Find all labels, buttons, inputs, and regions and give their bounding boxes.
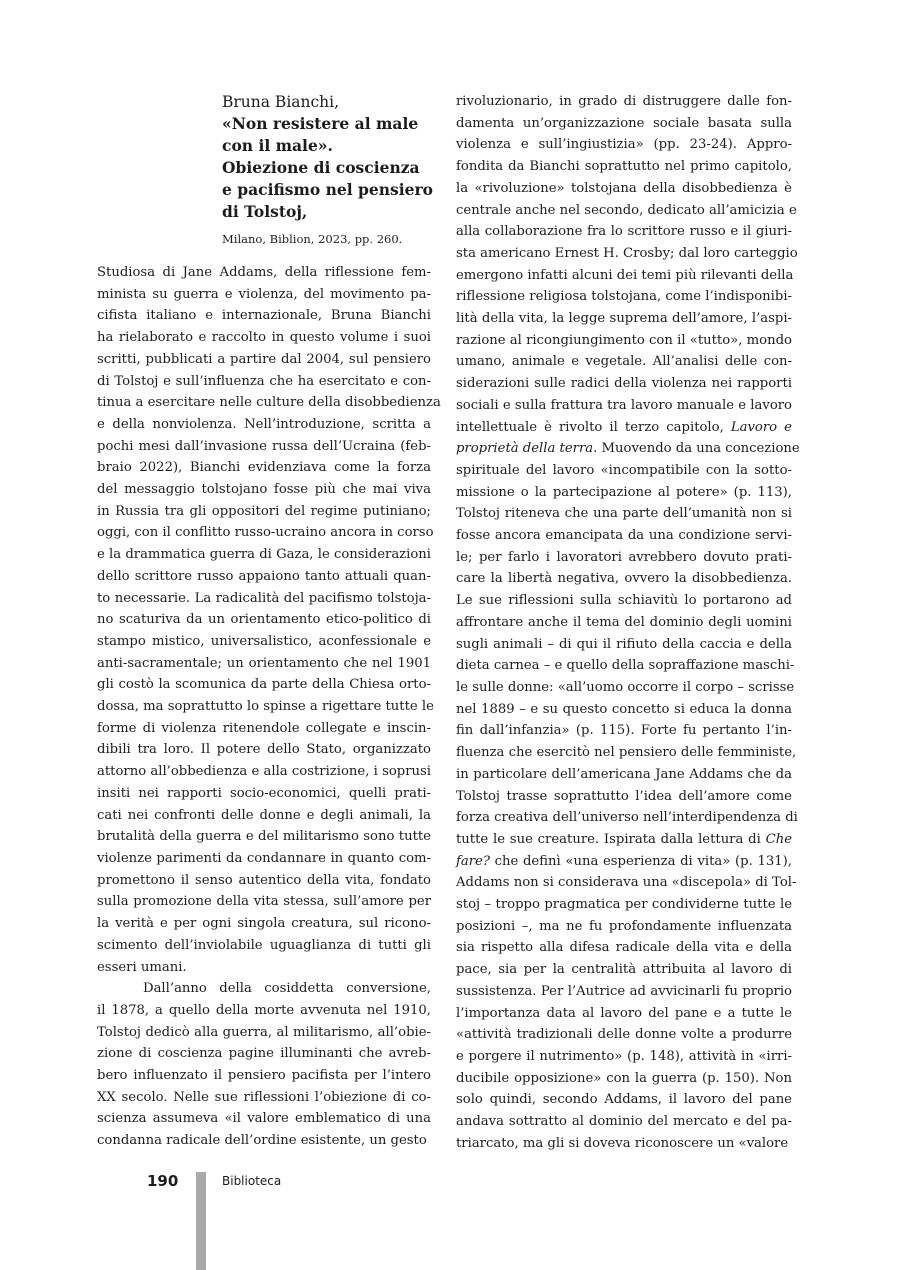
text-line: scienza assumeva «il valore emblematico di una xyxy=(97,1111,431,1127)
text-line: missione o la partecipazione al potere» (p. 113), xyxy=(456,484,792,500)
text-line: le; per farlo i lavoratori avrebbero dovuto prati- xyxy=(456,549,792,565)
text-line: gli costò la scomunica da parte della Chiesa orto- xyxy=(97,677,431,693)
book-title-line: di Tolstoj, xyxy=(222,202,308,221)
text-line: il 1878, a quello della morte avvenuta nel 1910, xyxy=(97,1002,431,1018)
text-line: fondita da Bianchi soprattutto nel primo capitolo, xyxy=(456,159,792,175)
book-title xyxy=(222,113,442,223)
text-line: lità della vita, la legge suprema dell’amore, l’aspi- xyxy=(456,311,792,327)
text-line: tinua a esercitare nelle culture della disobbedienza xyxy=(97,395,441,411)
text-line: violenze parimenti da condannare in quanto com- xyxy=(97,850,431,866)
text-line: Tolstoj riteneva che una parte dell’umanità non si xyxy=(456,506,792,522)
text-line: rivoluzionario, in grado di distruggere dalle fon- xyxy=(456,94,792,109)
text-line: proprietà della terra. Muovendo da una concezione xyxy=(456,441,800,457)
book-title-line: «Non resistere al male xyxy=(222,114,419,133)
text-line: fosse ancora emancipata da una condizione servi- xyxy=(456,528,792,544)
text-line: di Tolstoj e sull’influenza che ha esercitato e con- xyxy=(97,373,431,389)
text-line: «attività tradizionali delle donne volte a produrre xyxy=(456,1027,792,1043)
text-line: spirituale del lavoro «incompatibile con la sotto- xyxy=(456,462,792,478)
text-line: Dall’anno della cosiddetta conversione, xyxy=(143,981,431,997)
text-line: oggi, con il conflitto russo-ucraino ancora in corso xyxy=(97,525,434,541)
text-line: ducibile opposizione» con la guerra (p. 150). Non xyxy=(456,1070,792,1086)
text-line: razione al ricongiungimento con il «tutto», mondo xyxy=(456,332,792,348)
section-label: Biblioteca xyxy=(222,1174,282,1188)
text-line: ha rielaborato e raccolto in questo volume i suoi xyxy=(97,330,431,346)
text-line: forme di violenza ritenendole collegate e inscin- xyxy=(97,720,431,736)
text-line: no scaturiva da un orientamento etico-politico di xyxy=(97,612,431,628)
text-line: pochi mesi dall’invasione russa dell’Ucraina (feb- xyxy=(97,438,431,454)
text-line: cifista italiano e internazionale, Bruna Bianchi xyxy=(97,308,431,324)
text-line: e la drammatica guerra di Gaza, le considerazioni xyxy=(97,547,431,563)
text-line: dieta carnea – e quello della sopraffazione maschi- xyxy=(456,658,795,674)
text-line: e porgere il nutrimento» (p. 148), attività in «irri- xyxy=(456,1048,792,1064)
text-line: centrale anche nel secondo, dedicato all’amicizia e xyxy=(456,202,797,218)
publication-info: Milano, Biblion, 2023, pp. 260. xyxy=(222,232,403,246)
text-line: dossa, ma soprattutto lo spinse a rigettare tutte le xyxy=(97,699,434,715)
book-reference xyxy=(222,91,442,249)
text-line: in Russia tra gli oppositori del regime putiniano; xyxy=(97,503,431,519)
text-line: sta americano Ernest H. Crosby; dal loro carteggio xyxy=(456,245,798,261)
text-line: emergono infatti alcuni dei temi più rilevanti della xyxy=(456,267,794,283)
left-text-column xyxy=(97,262,441,1152)
text-line: XX secolo. Nelle sue riflessioni l’obiezione di co- xyxy=(97,1089,431,1105)
text-line: del messaggio tolstojano fosse più che mai viva xyxy=(97,482,431,498)
text-line: Tolstoj dedicò alla guerra, al militarismo, all’obie- xyxy=(97,1024,431,1040)
book-title-line: con il male». xyxy=(222,136,333,155)
text-line: violenza e sull’ingiustizia» (pp. 23-24). Appro- xyxy=(456,137,792,153)
text-line: fluenza che esercitò nel pensiero delle femministe, xyxy=(456,745,797,761)
text-line: Le sue riflessioni sulla schiavitù lo portarono ad xyxy=(456,593,792,609)
text-line: sociali e sulla frattura tra lavoro manuale e lavoro xyxy=(456,397,792,413)
text-line: cati nei confronti delle donne e degli animali, la xyxy=(97,807,431,823)
text-line: stampo mistico, universalistico, aconfessionale e xyxy=(97,633,431,649)
text-line: la «rivoluzione» tolstojana della disobbedienza è xyxy=(456,180,792,196)
text-line: sugli animali – di qui il rifiuto della caccia e della xyxy=(456,636,792,652)
text-line: sulla promozione della vita stessa, sull’amore per xyxy=(97,894,431,910)
text-line: siderazioni sulle radici della violenza nei rapporti xyxy=(456,376,792,392)
text-line: affrontare anche il tema del dominio degli uomini xyxy=(456,614,792,630)
text-line: esseri umani. xyxy=(97,959,187,975)
text-line: posizioni –, ma ne fu profondamente influenzata xyxy=(456,918,792,934)
text-line: la verità e per ogni singola creatura, sul ricono- xyxy=(97,916,431,932)
text-line: Tolstoj trasse soprattutto l’idea dell’amore come xyxy=(456,788,792,804)
text-line: dibili tra loro. Il potere dello Stato, organizzato xyxy=(97,742,431,758)
text-line: triarcato, ma gli si doveva riconoscere un «valore xyxy=(456,1135,789,1151)
right-text-column xyxy=(456,91,800,1154)
text-line: in particolare dell’americana Jane Addams che da xyxy=(456,766,792,782)
text-line: le sulle donne: «all’uomo occorre il corpo – scrisse xyxy=(456,679,795,695)
text-line: promettono il senso autentico della vita, fondato xyxy=(97,872,431,888)
book-title-line: Obiezione di coscienza xyxy=(222,158,420,177)
text-line: sia rispetto alla difesa radicale della vita e della xyxy=(456,940,792,956)
text-line: l’importanza data al lavoro del pane e a tutte le xyxy=(456,1005,792,1021)
text-line: zione di coscienza pagine illuminanti che avreb- xyxy=(97,1046,431,1062)
text-line: solo quindi, secondo Addams, il lavoro del pane xyxy=(456,1092,792,1108)
text-line: attorno all’obbedienza e alla costrizione, i soprusi xyxy=(97,764,431,780)
book-author: Bruna Bianchi, xyxy=(222,93,340,111)
text-line: insiti nei rapporti socio-economici, quelli prati- xyxy=(97,785,431,801)
text-line: alla collaborazione fra lo scrittore russo e il giuri- xyxy=(456,224,792,240)
text-line: minista su guerra e violenza, del movimento pa- xyxy=(97,286,431,302)
text-line: forza creativa dell’universo nell’interdipendenza di xyxy=(456,810,798,826)
text-line: scimento dell’inviolabile uguaglianza di tutti gli xyxy=(97,937,431,953)
text-line: Addams non si considerava una «discepola» di Tol- xyxy=(456,875,797,891)
text-line: umano, animale e vegetale. All’analisi delle con- xyxy=(456,354,792,370)
text-line: damenta un’organizzazione sociale basata sulla xyxy=(456,115,792,131)
text-line: pace, sia per la centralità attribuita al lavoro di xyxy=(456,962,792,978)
text-line: fin dall’infanzia» (p. 115). Forte fu pertanto l’in- xyxy=(456,723,792,739)
text-line: to necessarie. La radicalità del pacifismo tolstoja- xyxy=(97,590,431,606)
text-line: stoj – troppo pragmatica per condividerne tutte le xyxy=(456,897,792,913)
text-line: fare? che definì «una esperienza di vita» (p. 131), xyxy=(456,853,792,869)
text-line: andava sottratto al dominio del mercato e del pa- xyxy=(456,1114,792,1130)
text-line: tutte le sue creature. Ispirata dalla lettura di Che xyxy=(456,831,792,847)
text-line: riflessione religiosa tolstojana, come l’indisponibi- xyxy=(456,289,793,305)
text-line: nel 1889 – e su questo concetto si educa la donna xyxy=(456,701,792,717)
footer-divider-bar xyxy=(196,1172,206,1270)
text-line: condanna radicale dell’ordine esistente, un gesto xyxy=(97,1133,427,1149)
text-line: scritti, pubblicati a partire dal 2004, sul pensiero xyxy=(97,351,431,367)
text-line: dello scrittore russo appaiono tanto attuali quan- xyxy=(97,568,431,584)
text-line: e della nonviolenza. Nell’introduzione, scritta a xyxy=(97,416,431,432)
text-line: Studiosa di Jane Addams, della riflessione fem- xyxy=(97,265,431,280)
text-line: bero influenzato il pensiero pacifista per l’intero xyxy=(97,1068,431,1084)
text-line: brutalità della guerra e del militarismo sono tutte xyxy=(97,829,431,845)
text-line: intellettuale è rivolto il terzo capitolo, Lavoro e xyxy=(456,419,792,435)
text-line: sussistenza. Per l’Autrice ad avvicinarli fu proprio xyxy=(456,983,792,999)
text-line: care la libertà negativa, ovvero la disobbedienza. xyxy=(456,571,792,587)
text-line: braio 2022), Bianchi evidenziava come la forza xyxy=(97,460,431,476)
book-title-line: e pacifismo nel pensiero xyxy=(222,180,433,199)
text-line: anti-sacramentale; un orientamento che nel 1901 xyxy=(97,655,431,671)
page-number: 190 xyxy=(147,1172,179,1190)
